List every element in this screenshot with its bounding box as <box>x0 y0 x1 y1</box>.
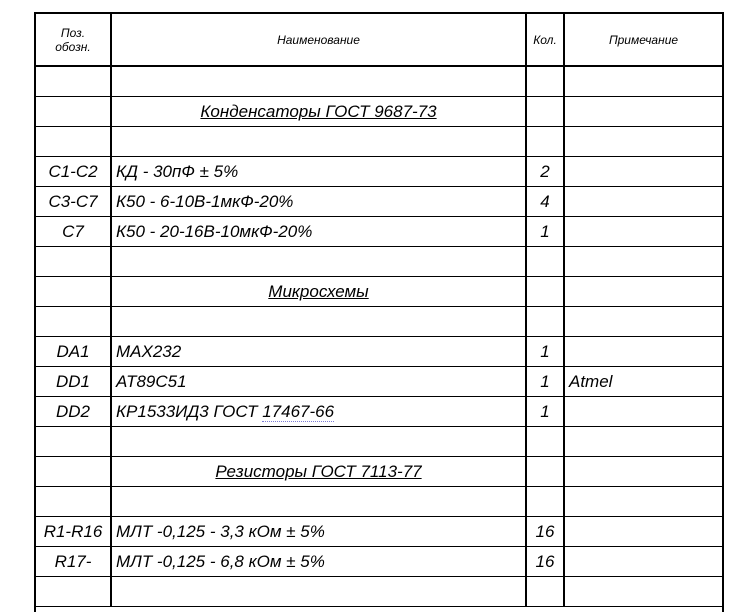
note-cell <box>564 547 722 577</box>
position-cell: C7 <box>36 217 111 247</box>
name-cell: AT89C51 <box>111 367 526 397</box>
note-cell <box>564 577 722 607</box>
spellcheck-mark: 17467-66 <box>262 401 335 421</box>
note-cell <box>564 66 722 97</box>
section-heading: Резисторы ГОСТ 7113-77 <box>111 457 526 487</box>
header-position <box>36 14 111 66</box>
position-cell <box>36 127 111 157</box>
note-cell <box>564 487 722 517</box>
header-name: Наименование <box>111 14 526 66</box>
quantity-cell <box>526 247 564 277</box>
table-row <box>36 157 722 187</box>
position-cell <box>36 487 111 517</box>
position-cell <box>36 427 111 457</box>
quantity-cell <box>526 97 564 127</box>
position-cell: R1-R16 <box>36 517 111 547</box>
specification-table <box>36 14 722 607</box>
section-heading: Конденсаторы ГОСТ 9687-73 <box>111 97 526 127</box>
table-row <box>36 337 722 367</box>
position-cell <box>36 97 111 127</box>
note-cell <box>564 127 722 157</box>
name-cell <box>111 307 526 337</box>
table-row <box>36 397 722 427</box>
name-cell: КД - 30пФ ± 5% <box>111 157 526 187</box>
table-row <box>36 517 722 547</box>
quantity-cell: 2 <box>526 157 564 187</box>
quantity-cell: 1 <box>526 217 564 247</box>
quantity-cell: 16 <box>526 547 564 577</box>
note-cell <box>564 217 722 247</box>
table-row <box>36 277 722 307</box>
note-cell <box>564 457 722 487</box>
table-row <box>36 247 722 277</box>
position-cell: DD2 <box>36 397 111 427</box>
note-cell <box>564 337 722 367</box>
table-row <box>36 127 722 157</box>
note-cell <box>564 247 722 277</box>
name-cell <box>111 487 526 517</box>
name-cell <box>111 127 526 157</box>
header-note: Примечание <box>564 14 722 66</box>
note-cell: Atmel <box>564 367 722 397</box>
position-cell: R17- <box>36 547 111 577</box>
quantity-cell <box>526 487 564 517</box>
specification-sheet <box>34 12 724 612</box>
note-cell <box>564 307 722 337</box>
name-cell <box>111 247 526 277</box>
position-cell: DA1 <box>36 337 111 367</box>
table-row <box>36 217 722 247</box>
position-cell <box>36 247 111 277</box>
table-row <box>36 97 722 127</box>
section-heading: Микросхемы <box>111 277 526 307</box>
name-cell <box>111 577 526 607</box>
note-cell <box>564 397 722 427</box>
position-cell <box>36 577 111 607</box>
header-position-line1: Поз. <box>60 25 86 40</box>
quantity-cell: 1 <box>526 367 564 397</box>
note-cell <box>564 187 722 217</box>
name-cell: К50 - 6-10В-1мкФ-20% <box>111 187 526 217</box>
name-cell: МЛТ -0,125 - 6,8 кОм ± 5% <box>111 547 526 577</box>
quantity-cell <box>526 277 564 307</box>
quantity-cell: 4 <box>526 187 564 217</box>
header-row <box>36 14 722 66</box>
quantity-cell: 1 <box>526 397 564 427</box>
name-cell: К50 - 20-16В-10мкФ-20% <box>111 217 526 247</box>
table-row <box>36 547 722 577</box>
table-row <box>36 457 722 487</box>
note-cell <box>564 97 722 127</box>
name-cell: КР1533ИД3 ГОСТ 17467-66 <box>111 397 526 427</box>
quantity-cell <box>526 577 564 607</box>
note-cell <box>564 157 722 187</box>
quantity-cell <box>526 427 564 457</box>
table-row <box>36 427 722 457</box>
quantity-cell <box>526 457 564 487</box>
position-cell <box>36 277 111 307</box>
note-cell <box>564 427 722 457</box>
quantity-cell: 1 <box>526 337 564 367</box>
table-row <box>36 577 722 607</box>
table-row <box>36 367 722 397</box>
note-cell <box>564 277 722 307</box>
position-cell: C1-C2 <box>36 157 111 187</box>
quantity-cell: 16 <box>526 517 564 547</box>
name-cell: MAX232 <box>111 337 526 367</box>
name-cell: МЛТ -0,125 - 3,3 кОм ± 5% <box>111 517 526 547</box>
quantity-cell <box>526 66 564 97</box>
quantity-cell <box>526 307 564 337</box>
position-cell: C3-C7 <box>36 187 111 217</box>
table-row <box>36 487 722 517</box>
quantity-cell <box>526 127 564 157</box>
header-quantity: Кол. <box>526 14 564 66</box>
position-cell: DD1 <box>36 367 111 397</box>
name-cell <box>111 66 526 97</box>
note-cell <box>564 517 722 547</box>
position-cell <box>36 66 111 97</box>
position-cell <box>36 457 111 487</box>
table-row <box>36 307 722 337</box>
name-cell <box>111 427 526 457</box>
header-position-line2: обозн. <box>55 39 91 54</box>
position-cell <box>36 307 111 337</box>
table-row <box>36 187 722 217</box>
table-row <box>36 66 722 97</box>
